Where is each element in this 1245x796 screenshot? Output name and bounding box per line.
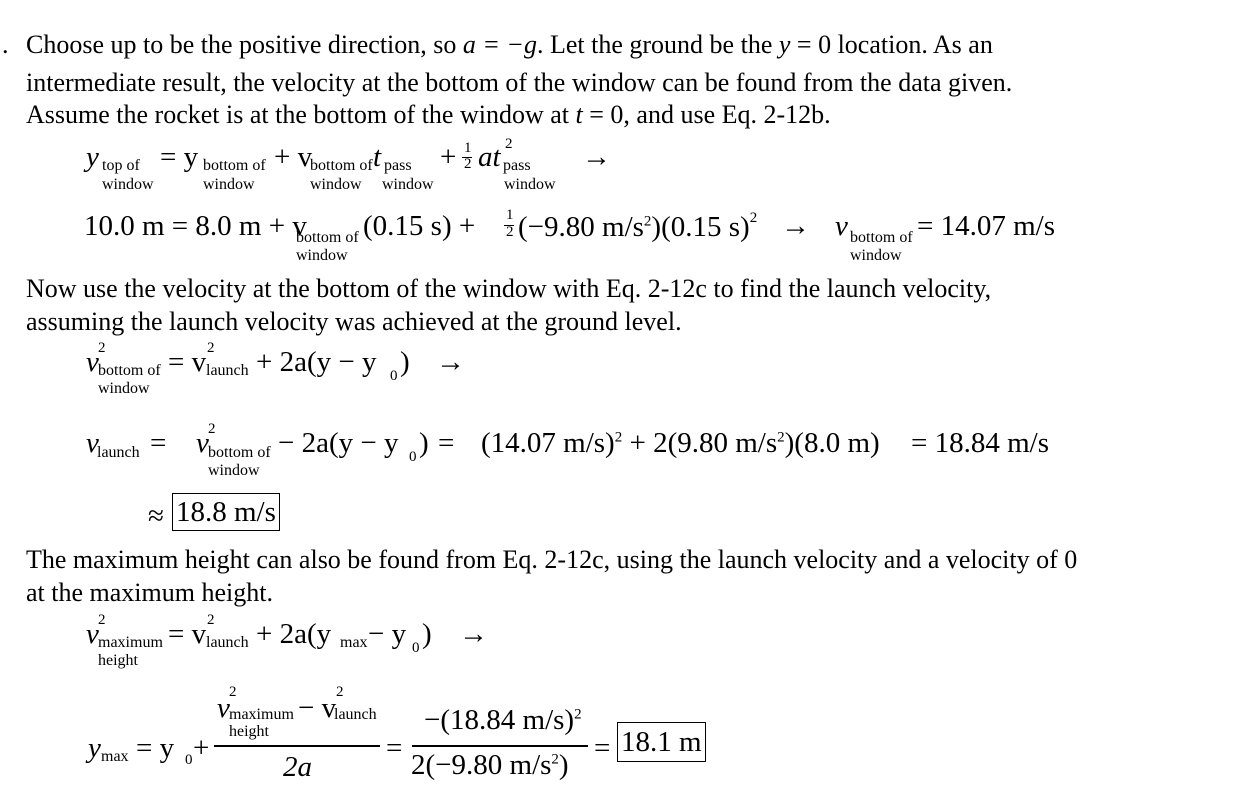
eq1-at: at bbox=[478, 141, 501, 173]
eq3-sub-launch: launch bbox=[206, 362, 249, 379]
eq2-result: = 14.07 m/s bbox=[917, 210, 1056, 242]
eq4-v: v bbox=[86, 427, 99, 459]
text-run: Assume the rocket is at the bottom of the window at bbox=[26, 100, 576, 129]
eq4-eq: = bbox=[150, 427, 167, 459]
eq5-close: ) bbox=[422, 618, 432, 650]
eq6-num-sub-launch: launch bbox=[334, 706, 377, 723]
eq1-sub-bottom-of-1: bottom of bbox=[203, 157, 266, 174]
eq6-den: 2a bbox=[283, 751, 312, 783]
eq1-sub-window-3: window bbox=[310, 176, 362, 193]
text-run: = 0 location. As an bbox=[790, 30, 993, 59]
eq2-tail2-text: )(0.15 s) bbox=[651, 211, 750, 243]
eq1-sub-pass-1: pass bbox=[384, 157, 412, 174]
eq4-rad2-b: + 2(9.80 m/s bbox=[622, 427, 778, 459]
eq5-arrow: → bbox=[459, 618, 488, 650]
eq5-sub-height: height bbox=[98, 652, 138, 669]
eq6-num-sq-2: 2 bbox=[336, 684, 344, 700]
eq6-num2-text: −(18.84 m/s) bbox=[424, 704, 575, 736]
eq1-t: t bbox=[373, 141, 382, 173]
eq1-y: y bbox=[86, 141, 99, 173]
eq1-equals-y-text: = y bbox=[160, 141, 199, 173]
eq3-close: ) bbox=[400, 346, 410, 378]
eq1-sq: 2 bbox=[505, 136, 513, 152]
eq1-sub-window-2: window bbox=[203, 176, 255, 193]
eq4-sub-window: window bbox=[208, 462, 260, 479]
eq1-arrow: → bbox=[582, 141, 611, 173]
paragraph-2-line-2: assuming the launch velocity was achieved at the ground level. bbox=[26, 307, 682, 336]
eq4-rad1-sq: 2 bbox=[208, 421, 216, 437]
eq2-half-num: 1 bbox=[506, 207, 514, 223]
eq4-rad1-rest: − 2a(y − y bbox=[278, 427, 399, 459]
eq6-y: y bbox=[88, 732, 101, 764]
eq6-den2 bbox=[411, 749, 569, 782]
eq1-sub-window-5: window bbox=[504, 176, 556, 193]
eq5-sub-zero: 0 bbox=[412, 640, 420, 656]
eq6-fraction-bar-2 bbox=[412, 745, 588, 747]
eq2-s-squared: 2 bbox=[643, 213, 652, 230]
text-run: = 0, and use Eq. 2-12b. bbox=[582, 100, 831, 129]
eq5-minus: − y bbox=[368, 618, 407, 650]
eq2-sub-window-2: window bbox=[850, 247, 902, 264]
eq3-sq: 2 bbox=[98, 340, 106, 356]
eq6-sub-zero: 0 bbox=[185, 752, 193, 768]
eq4-rad2-a: (14.07 m/s) bbox=[481, 427, 615, 459]
list-bullet: . bbox=[2, 30, 9, 59]
eq1-sub-bottom-of-2: bottom of bbox=[310, 157, 373, 174]
eq4-eq2: = bbox=[438, 427, 455, 459]
eq2-sub-bottom-of-2: bottom of bbox=[850, 229, 913, 246]
eq4-sub-launch: launch bbox=[97, 444, 140, 461]
eq2-half-den: 2 bbox=[506, 224, 514, 240]
eq1-sub-window-4: window bbox=[382, 176, 434, 193]
eq2-mid: (0.15 s) + bbox=[363, 210, 476, 242]
eq1-plus-v: + v bbox=[274, 141, 313, 173]
eq4-boxed-answer: 18.8 m/s bbox=[172, 493, 280, 531]
eq6-num-sq: 2 bbox=[229, 684, 237, 700]
eq3-rest: + 2a(y − y bbox=[256, 346, 377, 378]
eq1-sub-window-1: window bbox=[102, 176, 154, 193]
eq6-sub-max: max bbox=[101, 748, 129, 765]
eq4-rad2-s-sq: 2 bbox=[777, 429, 785, 446]
eq5-rest: + 2a(y bbox=[256, 618, 332, 650]
eq4-rad1-close: ) bbox=[419, 427, 429, 459]
eq1-sub-pass-2: pass bbox=[503, 157, 531, 174]
eq3-sq-2: 2 bbox=[207, 340, 215, 356]
eq2-sub-bottom-of: bottom of bbox=[296, 229, 359, 246]
paragraph-2-line-1: Now use the velocity at the bottom of the window with Eq. 2-12c to find the launch velocity, bbox=[26, 274, 992, 303]
eq3-eq: = v bbox=[168, 346, 207, 378]
eq1-half-den: 2 bbox=[464, 156, 472, 172]
eq4-rad2-c: )(8.0 m) bbox=[784, 427, 880, 459]
eq1-equals-y bbox=[160, 141, 198, 174]
eq6-num-minus: − v bbox=[298, 692, 337, 724]
eq6-fraction-bar-1 bbox=[214, 745, 380, 747]
paragraph-1-line-2: intermediate result, the velocity at the bottom of the window can be found from the data given. bbox=[26, 68, 1013, 97]
eq3-arrow: → bbox=[436, 346, 465, 378]
paragraph-1-line-3 bbox=[26, 98, 831, 131]
eq4-rad2 bbox=[481, 427, 880, 460]
eq3-sub-zero: 0 bbox=[390, 368, 398, 384]
eq6-plus: + bbox=[193, 732, 210, 764]
text-run: Choose up to be the positive direction, so bbox=[26, 30, 463, 59]
eq2-v: v bbox=[835, 210, 848, 242]
eq6-den2-sq: 2 bbox=[551, 751, 559, 768]
eq6-num2 bbox=[424, 704, 582, 737]
eq6-num2-sq: 2 bbox=[574, 706, 582, 723]
eq1-sub-top-of: top of bbox=[102, 157, 140, 174]
eq4-result: = 18.84 m/s bbox=[911, 427, 1050, 459]
eq4-approx: ≈ bbox=[148, 500, 164, 532]
eq6-boxed-answer: 18.1 m bbox=[617, 722, 706, 762]
math-t: t bbox=[575, 100, 583, 129]
eq5-eq: = v bbox=[168, 618, 207, 650]
eq5-sq-2: 2 bbox=[207, 612, 215, 628]
eq2-arrow: → bbox=[781, 210, 810, 242]
eq6-eq2: = bbox=[386, 732, 403, 764]
eq4-sub-bottom-of: bottom of bbox=[208, 444, 271, 461]
eq4-rad1-v: v bbox=[196, 427, 209, 459]
math-y: y bbox=[778, 30, 791, 59]
eq2-time-squared: 2 bbox=[749, 210, 758, 226]
eq6-eq: = y bbox=[136, 732, 175, 764]
eq2-lhs: 10.0 m = 8.0 m + v bbox=[84, 210, 307, 242]
eq5-sq: 2 bbox=[98, 612, 106, 628]
eq6-eq3: = bbox=[594, 732, 611, 764]
eq3-v: v bbox=[86, 346, 99, 378]
eq5-v: v bbox=[86, 618, 99, 650]
eq4-rad1-zero: 0 bbox=[409, 449, 417, 465]
eq6-num-v: v bbox=[217, 692, 230, 724]
text-run: . Let the ground be the bbox=[536, 30, 779, 59]
eq6-num-sub-height: height bbox=[229, 723, 269, 740]
eq3-sub-window: window bbox=[98, 380, 150, 397]
eq6-den2-text: 2(−9.80 m/s bbox=[411, 749, 552, 781]
eq6-den2-close: ) bbox=[558, 749, 569, 781]
eq5-sub-maximum: maximum bbox=[98, 634, 163, 651]
math-a-equals-minus-g: a = −g bbox=[462, 30, 537, 59]
eq2-tail-text: (−9.80 m/s bbox=[518, 211, 644, 243]
eq1-plus: + bbox=[440, 141, 457, 173]
paragraph-1-line-1 bbox=[26, 28, 993, 61]
eq6-num-sub-maximum: maximum bbox=[229, 706, 294, 723]
eq3-sub-bottom-of: bottom of bbox=[98, 362, 161, 379]
eq2-sub-window: window bbox=[296, 247, 348, 264]
paragraph-3-line-1: The maximum height can also be found from Eq. 2-12c, using the launch velocity and a velocity of 0 bbox=[26, 545, 1078, 574]
eq4-rad2-sq: 2 bbox=[614, 429, 623, 446]
eq2-tail bbox=[518, 210, 757, 244]
eq5-sub-max: max bbox=[340, 634, 368, 651]
paragraph-3-line-2: at the maximum height. bbox=[26, 578, 273, 607]
eq5-sub-launch: launch bbox=[206, 634, 249, 651]
eq1-half-num: 1 bbox=[464, 140, 472, 156]
